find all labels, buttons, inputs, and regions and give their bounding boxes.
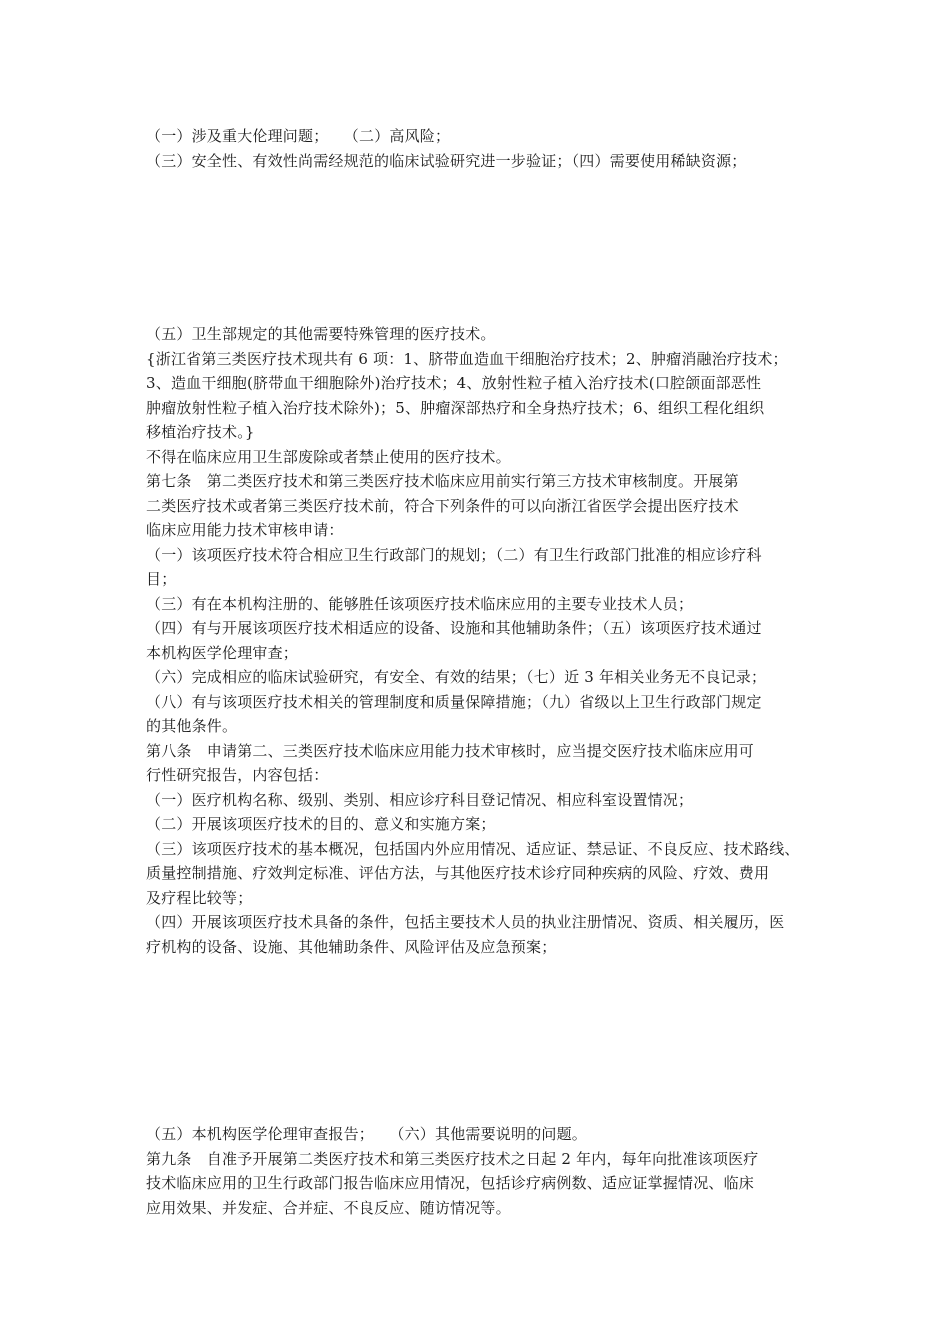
text-line: 移植治疗技术。} xyxy=(146,423,255,441)
text-block-2 xyxy=(146,322,818,959)
text-line: {浙江省第三类医疗技术现共有 6 项：1、脐带血造血干细胞治疗技术；2、肿瘤消融治疗技术； xyxy=(146,349,788,368)
text-line: 肿瘤放射性粒子植入治疗技术除外)；5、肿瘤深部热疗和全身热疗技术；6、组织工程化组织 xyxy=(146,398,765,417)
text-line: 疗机构的设备、设施、其他辅助条件、风险评估及应急预案； xyxy=(146,937,557,956)
text-line: （四）开展该项医疗技术具备的条件，包括主要技术人员的执业注册情况、资质、相关履历，医 xyxy=(146,913,785,931)
text-line: 及疗程比较等； xyxy=(146,888,253,907)
text-line: 不得在临床应用卫生部废除或者禁止使用的医疗技术。 xyxy=(146,447,511,466)
text-line: （五）本机构医学伦理审查报告； （六）其他需要说明的问题。 xyxy=(146,1125,588,1143)
text-line: （四）有与开展该项医疗技术相适应的设备、设施和其他辅助条件；（五）该项医疗技术通过 xyxy=(146,619,762,637)
article-9-heading-line: 第九条 自准予开展第二类医疗技术和第三类医疗技术之日起 2 年内，每年向批准该项医疗 xyxy=(146,1149,759,1168)
text-line: （三）该项医疗技术的基本概况，包括国内外应用情况、适应证、禁忌证、不良反应、技术路线、 xyxy=(146,839,800,858)
text-line: （二）开展该项医疗技术的目的、意义和实施方案； xyxy=(146,815,496,833)
text-line: （六）完成相应的临床试验研究，有安全、有效的结果；（七）近 3 年相关业务无不良记录； xyxy=(146,668,767,686)
text-line: 行性研究报告，内容包括： xyxy=(146,766,329,784)
text-line: （八）有与该项医疗技术相关的管理制度和质量保障措施；（九）省级以上卫生行政部门规定 xyxy=(146,692,762,711)
text-line: 临床应用能力技术审核申请： xyxy=(146,521,344,539)
text-line: 应用效果、并发症、合并症、不良反应、随访情况等。 xyxy=(146,1198,511,1217)
text-line: （一）该项医疗技术符合相应卫生行政部门的规划；（二）有卫生行政部门批准的相应诊疗科 xyxy=(146,545,762,564)
article-7-heading-line: 第七条 第二类医疗技术和第三类医疗技术临床应用前实行第三方技术审核制度。开展第 xyxy=(146,472,739,490)
text-line: 质量控制措施、疗效判定标准、评估方法，与其他医疗技术诊疗同种疾病的风险、疗效、费用 xyxy=(146,864,770,882)
text-line: 二类医疗技术或者第三类医疗技术前，符合下列条件的可以向浙江省医学会提出医疗技术 xyxy=(146,496,739,515)
text-line: 技术临床应用的卫生行政部门报告临床应用情况，包括诊疗病例数、适应证掌握情况、临床 xyxy=(146,1174,755,1192)
text-block-1 xyxy=(146,124,818,173)
text-line: 3、造血干细胞(脐带血干细胞除外)治疗技术；4、放射性粒子植入治疗技术(口腔颌面部恶性 xyxy=(146,374,762,392)
text-block-3 xyxy=(146,1122,818,1220)
text-line: （五）卫生部规定的其他需要特殊管理的医疗技术。 xyxy=(146,325,496,343)
text-line: （三）有在本机构注册的、能够胜任该项医疗技术临床应用的主要专业技术人员； xyxy=(146,594,694,613)
text-line: （一）涉及重大伦理问题； （二）高风险； xyxy=(146,127,451,145)
text-line: 本机构医学伦理审查； xyxy=(146,643,299,662)
text-line: （三）安全性、有效性尚需经规范的临床试验研究进一步验证；（四）需要使用稀缺资源； xyxy=(146,151,747,170)
text-line: 目； xyxy=(146,570,177,588)
text-line: 的其他条件。 xyxy=(146,717,238,735)
text-line: （一）医疗机构名称、级别、类别、相应诊疗科目登记情况、相应科室设置情况； xyxy=(146,790,694,809)
article-8-heading-line: 第八条 申请第二、三类医疗技术临床应用能力技术审核时，应当提交医疗技术临床应用可 xyxy=(146,741,755,760)
